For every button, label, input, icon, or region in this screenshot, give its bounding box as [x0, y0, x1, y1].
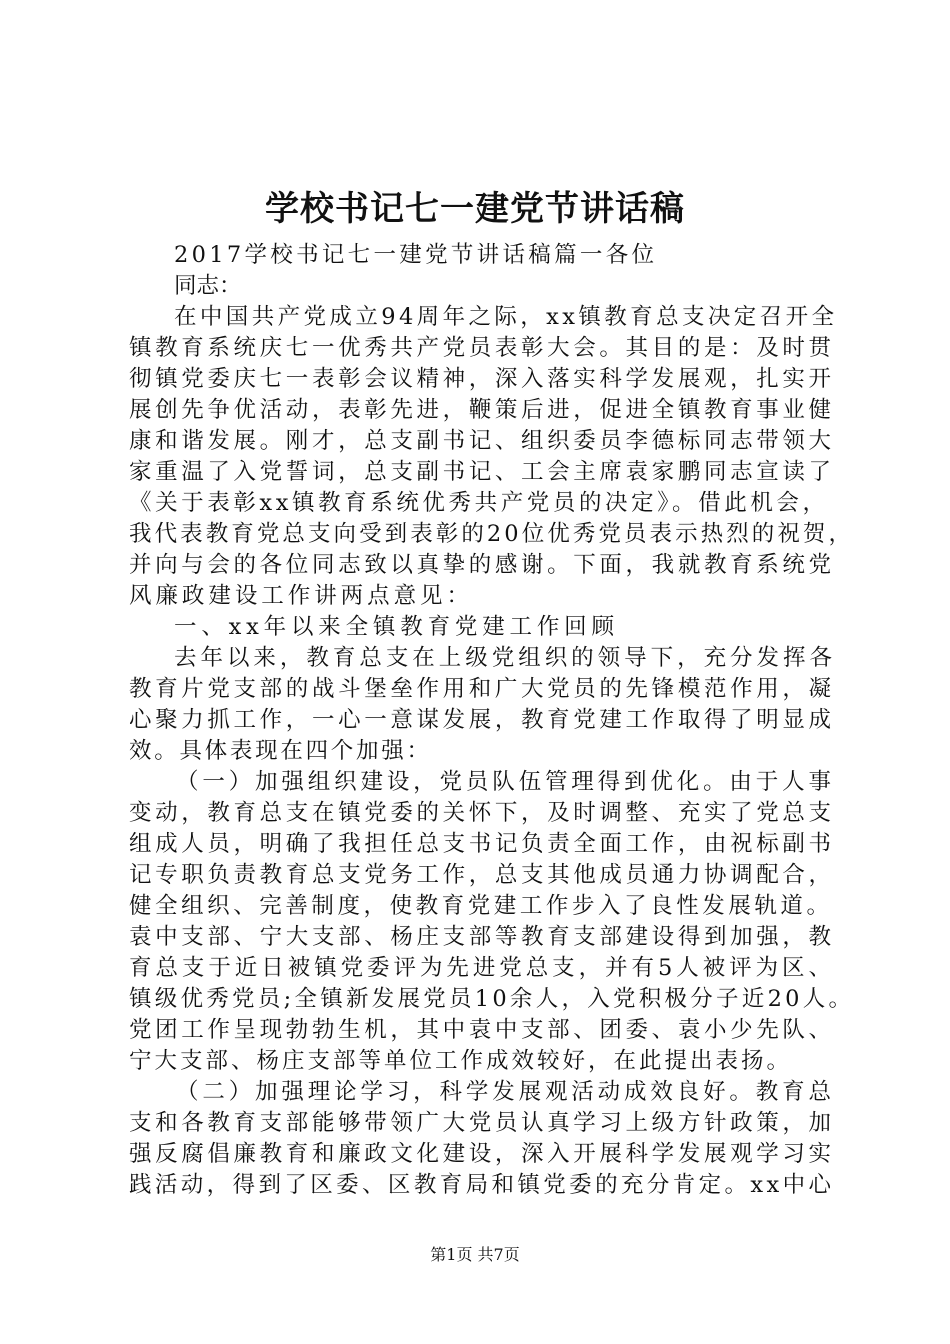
- body-line-4: 镇教育系统庆七一优秀共产党员表彰大会。其目的是：及时贯: [129, 335, 835, 361]
- body-line-31: 践活动，得到了区委、区教育局和镇党委的充分肯定。xx中心: [129, 1172, 835, 1198]
- body-line-15: 教育片党支部的战斗堡垒作用和广大党员的先锋模范作用，凝: [129, 676, 835, 702]
- body-line-29: 支和各教育支部能够带领广大党员认真学习上级方针政策，加: [129, 1110, 835, 1136]
- subsection-heading-2: （二）加强理论学习，科学发展观活动成效良好。教育总: [176, 1079, 835, 1105]
- body-line-9: 《关于表彰xx镇教育系统优秀共产党员的决定》。借此机会，: [129, 490, 829, 516]
- body-line-1: 2017学校书记七一建党节讲话稿篇一各位: [174, 242, 658, 268]
- body-line-19: 变动，教育总支在镇党委的关怀下，及时调整、充实了党总支: [129, 800, 835, 826]
- body-line-2: 同志：: [174, 273, 242, 299]
- body-line-6: 展创先争优活动，表彰先进，鞭策后进，促进全镇教育事业健: [129, 397, 835, 423]
- section-heading-1: 一、xx年以来全镇教育党建工作回顾: [174, 614, 619, 640]
- body-line-10: 我代表教育党总支向受到表彰的20位优秀党员表示热烈的祝贺，: [129, 521, 855, 547]
- body-line-22: 健全组织、完善制度，使教育党建工作步入了良性发展轨道。: [129, 893, 833, 919]
- body-line-26: 党团工作呈现勃勃生机，其中袁中支部、团委、袁小少先队、: [129, 1017, 835, 1043]
- body-line-7: 康和谐发展。刚才，总支副书记、组织委员李德标同志带领大: [129, 428, 835, 454]
- body-line-20: 组成人员，明确了我担任总支书记负责全面工作，由祝标副书: [129, 831, 835, 857]
- body-line-25: 镇级优秀党员;全镇新发展党员10余人，入党积极分子近20人。: [129, 986, 855, 1012]
- body-line-24: 育总支于近日被镇党委评为先进党总支，并有5人被评为区、: [129, 955, 835, 981]
- body-line-21: 记专职负责教育总支党务工作，总支其他成员通力协调配合，: [129, 862, 835, 888]
- body-line-27: 宁大支部、杨庄支部等单位工作成效较好，在此提出表扬。: [129, 1048, 792, 1074]
- document-title: 学校书记七一建党节讲话稿: [265, 189, 685, 229]
- body-line-8: 家重温了入党誓词，总支副书记、工会主席袁家鹏同志宣读了: [129, 459, 835, 485]
- body-line-11: 并向与会的各位同志致以真挚的感谢。下面，我就教育系统党: [129, 552, 835, 578]
- body-line-12: 风廉政建设工作讲两点意见：: [129, 583, 473, 609]
- body-line-14: 去年以来，教育总支在上级党组织的领导下，充分发挥各: [174, 645, 836, 671]
- body-line-30: 强反腐倡廉教育和廉政文化建设，深入开展科学发展观学习实: [129, 1141, 835, 1167]
- body-line-5: 彻镇党委庆七一表彰会议精神，深入落实科学发展观，扎实开: [129, 366, 835, 392]
- body-line-3: 在中国共产党成立94周年之际，xx镇教育总支决定召开全: [174, 304, 838, 330]
- body-line-17: 效。具体表现在四个加强：: [129, 738, 432, 764]
- page-number: 第1页 共7页: [430, 1245, 520, 1264]
- body-line-23: 袁中支部、宁大支部、杨庄支部等教育支部建设得到加强，教: [129, 924, 835, 950]
- body-line-16: 心聚力抓工作，一心一意谋发展，教育党建工作取得了明显成: [129, 707, 835, 733]
- subsection-heading-1: （一）加强组织建设，党员队伍管理得到优化。由于人事: [176, 769, 835, 795]
